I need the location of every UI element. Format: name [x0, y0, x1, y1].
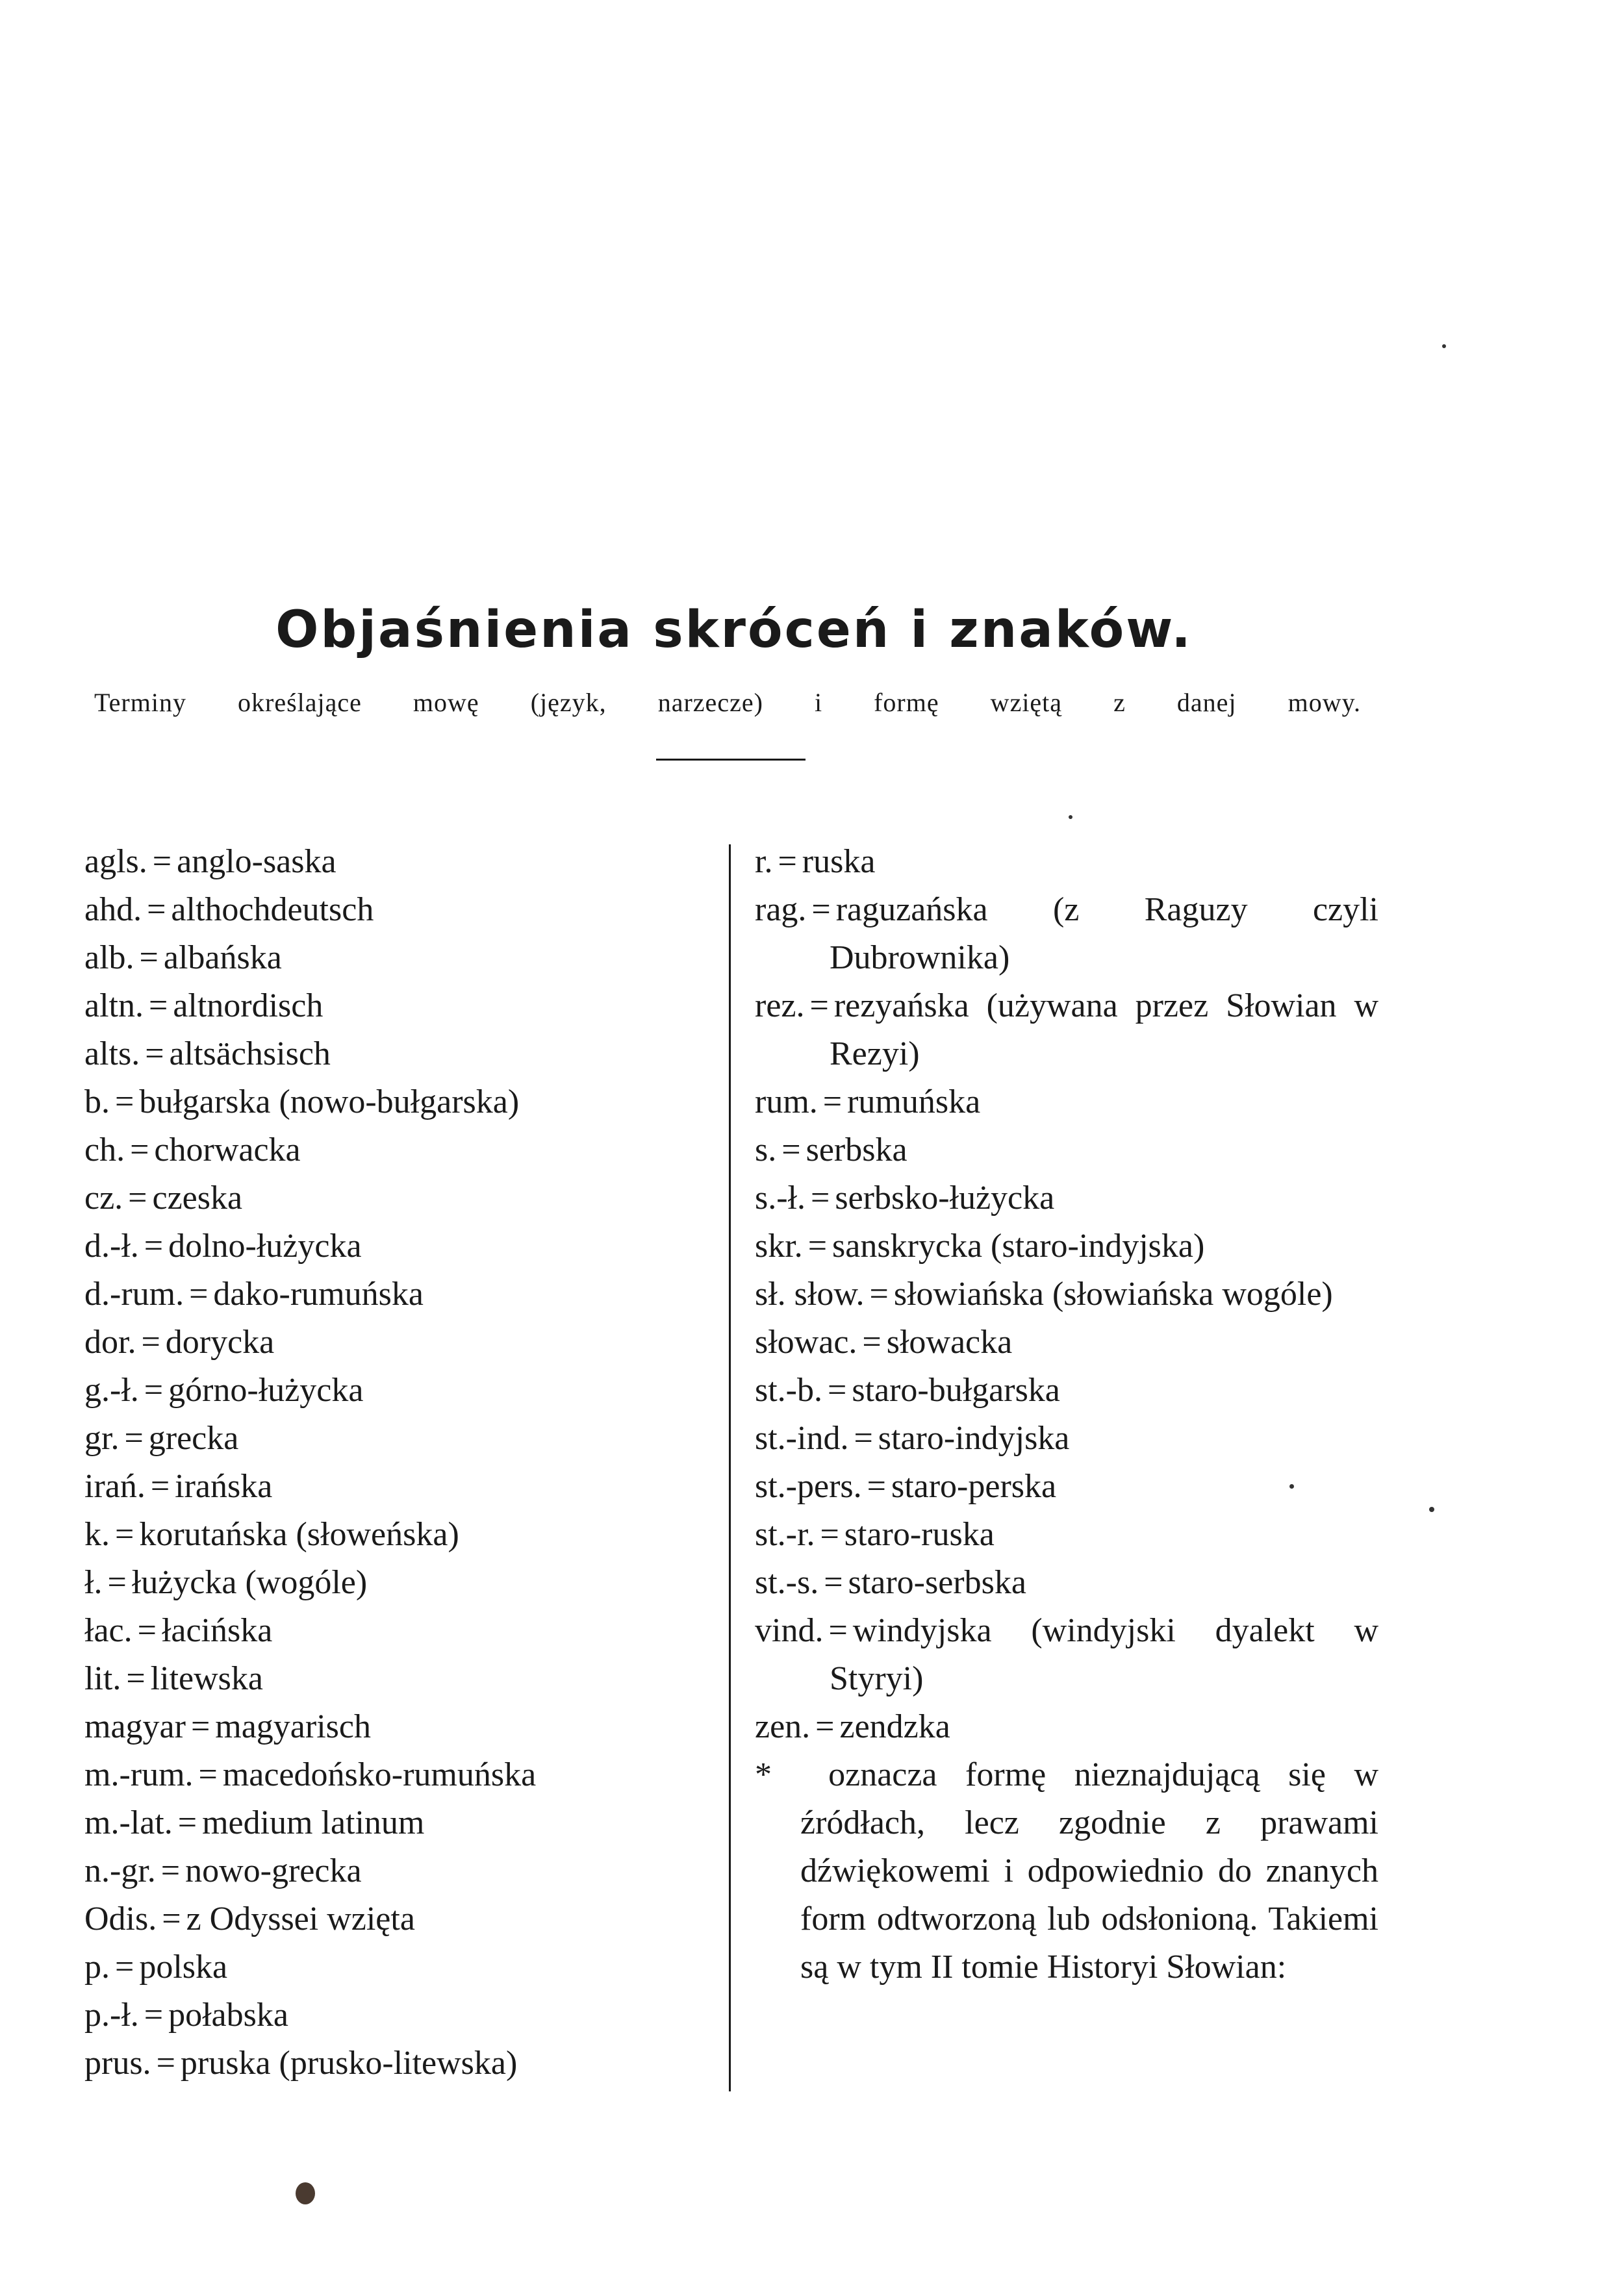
- equals-sign: =: [198, 1756, 218, 1793]
- equals-sign: =: [145, 1035, 164, 1072]
- abbreviation: s.-ł.: [755, 1180, 806, 1217]
- abbreviation-meaning: altsächsisch: [169, 1035, 331, 1072]
- abbreviation: st.-ind.: [755, 1420, 849, 1457]
- abbreviation-entry: [84, 934, 715, 982]
- equals-sign: =: [820, 1516, 839, 1553]
- abbreviation-meaning: łacińska: [161, 1612, 273, 1649]
- equals-sign: =: [148, 987, 168, 1024]
- abbreviation-meaning: altnordisch: [173, 987, 324, 1024]
- abbreviation-entry: [84, 1943, 715, 1991]
- abbreviation-meaning: pruska (prusko-litewska): [180, 2045, 518, 2082]
- abbreviation-meaning: korutańska (słoweńska): [139, 1516, 459, 1553]
- abbreviations-right-column: [755, 838, 1378, 1991]
- abbreviation: ahd.: [84, 891, 142, 928]
- equals-sign: =: [130, 1131, 149, 1168]
- abbreviation-entry: [755, 1511, 1378, 1559]
- abbreviation: d.-rum.: [84, 1276, 184, 1313]
- equals-sign: =: [144, 1228, 164, 1265]
- asterisk-note-text: oznacza formę nieznajdującą się w źródłach, lecz zgodnie z prawami dźwiękowemi i odpowiednio do znanych form odtworzoną lub odsłonioną. Takiemi są w tym II tomie Historyi Słowian:: [800, 1756, 1379, 1986]
- asterisk-note: [755, 1751, 1378, 1991]
- abbreviation-entry: [755, 982, 1378, 1078]
- equals-sign: =: [190, 1708, 210, 1745]
- abbreviation-meaning: macedońsko-rumuńska: [222, 1756, 537, 1793]
- abbreviation: skr.: [755, 1228, 803, 1265]
- abbreviation-meaning: zendzka: [839, 1708, 950, 1745]
- abbreviation-meaning: sanskrycka (staro-indyjska): [832, 1228, 1205, 1265]
- equals-sign: =: [811, 1180, 830, 1217]
- abbreviation: alts.: [84, 1035, 140, 1072]
- equals-sign: =: [128, 1180, 147, 1217]
- abbreviation-meaning: z Odyssei wzięta: [186, 1900, 415, 1937]
- abbreviation-entry: [755, 886, 1378, 982]
- abbreviation-meaning: chorwacka: [154, 1131, 301, 1168]
- abbreviation-meaning: słowacka: [886, 1324, 1013, 1361]
- abbreviation-entry: [755, 1607, 1378, 1703]
- abbreviation-meaning: magyarisch: [215, 1708, 371, 1745]
- abbreviation: ch.: [84, 1131, 125, 1168]
- abbreviation: Odis.: [84, 1900, 157, 1937]
- abbreviation-entry: [755, 1367, 1378, 1415]
- equals-sign: =: [107, 1564, 127, 1601]
- abbreviation-entry: [84, 1895, 715, 1943]
- equals-sign: =: [147, 891, 166, 928]
- abbreviation: łac.: [84, 1612, 133, 1649]
- equals-sign: =: [150, 1468, 170, 1505]
- abbreviation-entry: [84, 1078, 715, 1126]
- abbreviation: p.-ł.: [84, 1997, 139, 2034]
- abbreviation-entry: [84, 1703, 715, 1751]
- page-title: Objaśnienia skróceń i znaków.: [275, 601, 1193, 659]
- abbreviations-left-column: [84, 838, 715, 2088]
- equals-sign: =: [824, 1564, 843, 1601]
- print-speck: [1289, 1484, 1294, 1489]
- abbreviation-meaning: serbsko-łużycka: [835, 1180, 1055, 1217]
- equals-sign: =: [126, 1660, 146, 1697]
- equals-sign: =: [160, 1852, 181, 1889]
- equals-sign: =: [811, 891, 831, 928]
- abbreviation-entry: [84, 1318, 715, 1367]
- abbreviation: altn.: [84, 987, 144, 1024]
- abbreviation: prus.: [84, 2045, 151, 2082]
- abbreviation-entry: [84, 1222, 715, 1270]
- abbreviation: st.-r.: [755, 1516, 815, 1553]
- abbreviation: st.-b.: [755, 1372, 822, 1409]
- abbreviation: irań.: [84, 1468, 146, 1505]
- abbreviation-entry: [84, 1847, 715, 1895]
- abbreviation: dor.: [84, 1324, 136, 1361]
- abbreviation: st.-pers.: [755, 1468, 862, 1505]
- print-speck: [1069, 815, 1072, 819]
- abbreviation: m.-lat.: [84, 1804, 173, 1841]
- equals-sign: =: [144, 1372, 164, 1409]
- abbreviation-entry: [84, 1799, 715, 1847]
- abbreviation-meaning: polska: [139, 1949, 228, 1986]
- abbreviation-entry: [84, 886, 715, 934]
- title-divider-rule: [656, 759, 806, 761]
- abbreviation-meaning: litewska: [150, 1660, 263, 1697]
- equals-sign: =: [807, 1228, 828, 1265]
- equals-sign: =: [854, 1420, 873, 1457]
- abbreviation-meaning: albańska: [163, 939, 282, 976]
- print-speck: [296, 2182, 315, 2204]
- abbreviation-entry: [755, 1222, 1378, 1270]
- abbreviation-meaning: staro-serbska: [848, 1564, 1026, 1601]
- abbreviation-entry: [755, 1270, 1378, 1318]
- abbreviation-entry: [84, 1607, 715, 1655]
- abbreviation-entry: [84, 838, 715, 886]
- equals-sign: =: [781, 1131, 801, 1168]
- abbreviation: rez.: [755, 987, 805, 1024]
- equals-sign: =: [139, 939, 159, 976]
- abbreviation-meaning: górno-łużycka: [168, 1372, 364, 1409]
- abbreviation-entry: [755, 1174, 1378, 1222]
- asterisk-symbol: *: [755, 1756, 772, 1793]
- abbreviation: rag.: [755, 891, 807, 928]
- abbreviation-meaning: ruska: [802, 843, 876, 880]
- abbreviation: n.-gr.: [84, 1852, 156, 1889]
- abbreviation-meaning: rezyańska (używana przez Słowian w Rezyi): [830, 987, 1378, 1072]
- abbreviation: st.-s.: [755, 1564, 819, 1601]
- equals-sign: =: [177, 1804, 197, 1841]
- abbreviation-entry: [84, 1174, 715, 1222]
- abbreviation-meaning: windyjska (windyjski dyalekt w Styryi): [830, 1612, 1378, 1697]
- abbreviation-meaning: staro-bułgarska: [852, 1372, 1060, 1409]
- abbreviation-entry: [755, 1559, 1378, 1607]
- abbreviation-meaning: raguzańska (z Raguzy czyli Dubrownika): [830, 891, 1378, 976]
- abbreviation-entry: [84, 1367, 715, 1415]
- abbreviation: sł. słow.: [755, 1276, 865, 1313]
- abbreviation: d.-ł.: [84, 1228, 139, 1265]
- abbreviation: r.: [755, 843, 773, 880]
- abbreviation-entry: [84, 1559, 715, 1607]
- abbreviation: gr.: [84, 1420, 120, 1457]
- abbreviation-meaning: dolno-łużycka: [168, 1228, 362, 1265]
- equals-sign: =: [152, 843, 172, 880]
- equals-sign: =: [141, 1324, 160, 1361]
- abbreviation-entry: [84, 1511, 715, 1559]
- abbreviation-meaning: staro-indyjska: [878, 1420, 1070, 1457]
- abbreviation: alb.: [84, 939, 134, 976]
- abbreviation-meaning: althochdeutsch: [171, 891, 374, 928]
- equals-sign: =: [189, 1276, 209, 1313]
- abbreviation-entry: [84, 1655, 715, 1703]
- abbreviation: lit.: [84, 1660, 121, 1697]
- equals-sign: =: [809, 987, 829, 1024]
- equals-sign: =: [156, 2045, 175, 2082]
- abbreviation-entry: [755, 1318, 1378, 1367]
- equals-sign: =: [124, 1420, 144, 1457]
- abbreviation-meaning: łużycka (wogóle): [131, 1564, 368, 1601]
- abbreviation-meaning: grecka: [148, 1420, 239, 1457]
- abbreviation: agls.: [84, 843, 147, 880]
- abbreviation-entry: [84, 1270, 715, 1318]
- abbreviation-entry: [755, 1126, 1378, 1174]
- abbreviation: cz.: [84, 1180, 123, 1217]
- abbreviation: magyar: [84, 1708, 186, 1745]
- equals-sign: =: [822, 1083, 843, 1120]
- equals-sign: =: [867, 1468, 886, 1505]
- abbreviation-meaning: słowiańska (słowiańska wogóle): [893, 1276, 1333, 1313]
- abbreviation: m.-rum.: [84, 1756, 194, 1793]
- abbreviation: k.: [84, 1516, 110, 1553]
- abbreviation-entry: [84, 2039, 715, 2088]
- equals-sign: =: [115, 1949, 134, 1986]
- equals-sign: =: [828, 1612, 848, 1649]
- abbreviation-meaning: czeska: [152, 1180, 243, 1217]
- abbreviation: p.: [84, 1949, 110, 1986]
- abbreviation-meaning: dorycka: [165, 1324, 275, 1361]
- abbreviation-meaning: irańska: [175, 1468, 273, 1505]
- abbreviation: zen.: [755, 1708, 811, 1745]
- abbreviation-entry: [755, 1078, 1378, 1126]
- page-subtitle: Terminy określające mowę (język, narzecze) i formę wziętą z danej mowy.: [94, 688, 1361, 717]
- abbreviation-meaning: połabska: [168, 1997, 288, 2034]
- abbreviation-meaning: nowo-grecka: [185, 1852, 362, 1889]
- abbreviation-meaning: serbska: [806, 1131, 907, 1168]
- abbreviation: b.: [84, 1083, 110, 1120]
- abbreviation-entry: [84, 1415, 715, 1463]
- equals-sign: =: [115, 1083, 134, 1120]
- equals-sign: =: [828, 1372, 847, 1409]
- abbreviation-meaning: staro-perska: [891, 1468, 1057, 1505]
- equals-sign: =: [162, 1900, 181, 1937]
- abbreviation: rum.: [755, 1083, 818, 1120]
- abbreviation-meaning: staro-ruska: [844, 1516, 995, 1553]
- abbreviation-entry: [84, 1463, 715, 1511]
- print-speck: [1429, 1507, 1434, 1512]
- abbreviation: ł.: [84, 1564, 103, 1601]
- abbreviation-entry: [755, 1703, 1378, 1751]
- abbreviation-entry: [84, 982, 715, 1030]
- abbreviation-entry: [755, 1415, 1378, 1463]
- abbreviation-entry: [84, 1991, 715, 2039]
- abbreviation-entry: [84, 1030, 715, 1078]
- equals-sign: =: [778, 843, 797, 880]
- column-divider: [729, 844, 731, 2091]
- abbreviation-entry: [84, 1126, 715, 1174]
- abbreviation-meaning: rumuńska: [847, 1083, 981, 1120]
- equals-sign: =: [862, 1324, 882, 1361]
- equals-sign: =: [869, 1276, 889, 1313]
- equals-sign: =: [115, 1516, 134, 1553]
- abbreviation-entry: [755, 1463, 1378, 1511]
- abbreviation: s.: [755, 1131, 777, 1168]
- abbreviation-entry: [84, 1751, 715, 1799]
- equals-sign: =: [815, 1708, 835, 1745]
- equals-sign: =: [137, 1612, 157, 1649]
- print-speck: [1442, 344, 1446, 348]
- abbreviation: g.-ł.: [84, 1372, 139, 1409]
- abbreviation-meaning: bułgarska (nowo-bułgarska): [139, 1083, 520, 1120]
- abbreviation-entry: [755, 838, 1378, 886]
- equals-sign: =: [144, 1997, 164, 2034]
- abbreviation: słowac.: [755, 1324, 857, 1361]
- abbreviation-meaning: medium latinum: [202, 1804, 425, 1841]
- abbreviation-meaning: dako-rumuńska: [213, 1276, 424, 1313]
- abbreviation: vind.: [755, 1612, 824, 1649]
- abbreviation-meaning: anglo-saska: [177, 843, 336, 880]
